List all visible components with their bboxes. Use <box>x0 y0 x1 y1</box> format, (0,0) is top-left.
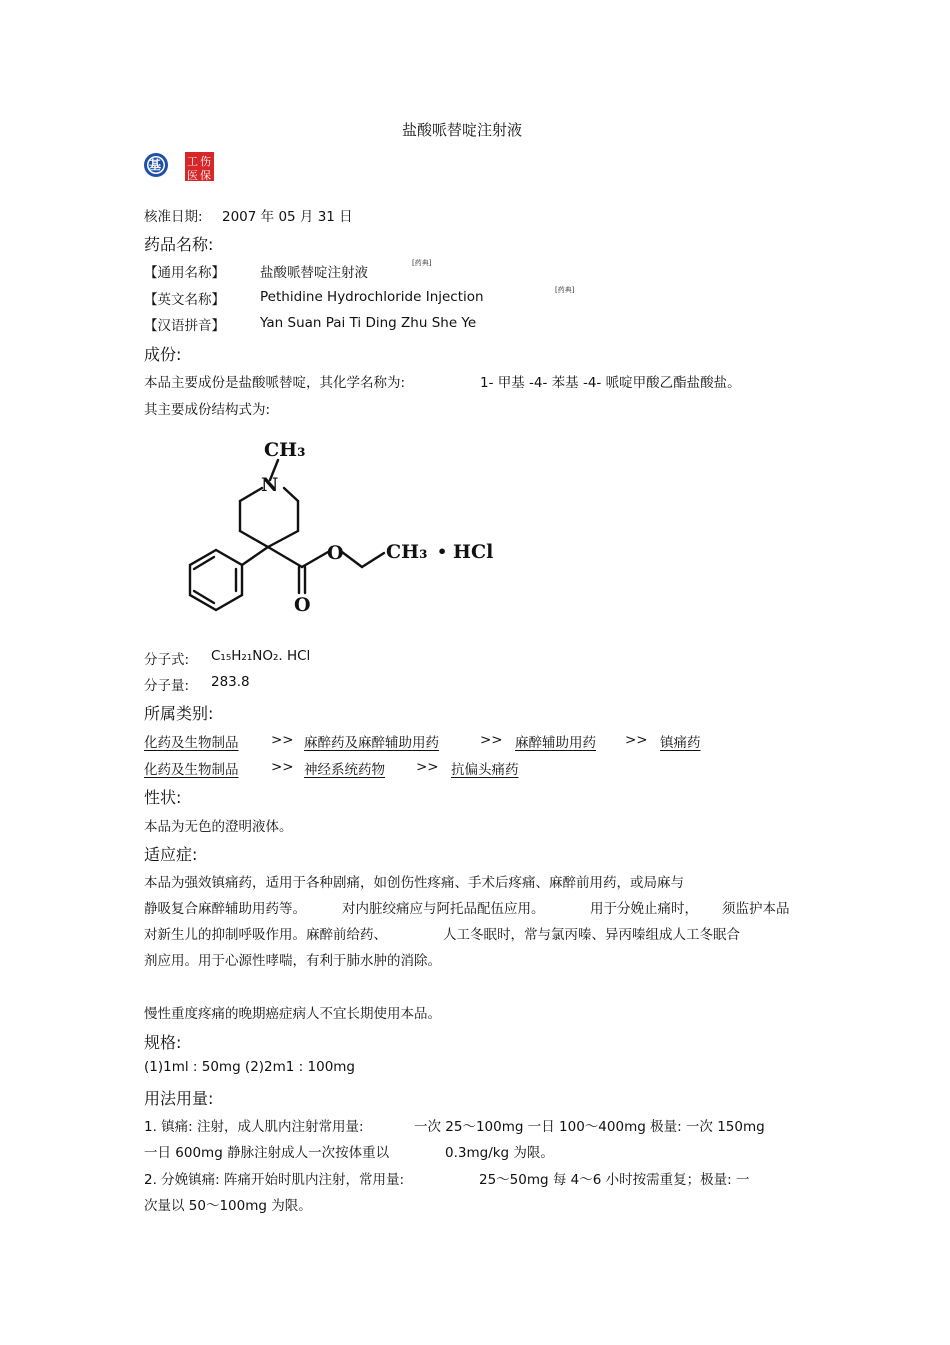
formula-value: C₁₅H₂₁NO₂. HCl <box>211 648 311 664</box>
section-heading-category: 所属类别: <box>144 704 214 723</box>
composition-text-a: 本品主要成份是盐酸哌替啶，其化学名称为: <box>144 375 406 391</box>
category-link[interactable]: 抗偏头痛药 <box>451 762 519 778</box>
section-heading-drug-name: 药品名称: <box>144 235 214 254</box>
struct-o-carbonyl: O <box>294 594 311 616</box>
spec-text: (1)1ml : 50mg (2)2m1 : 100mg <box>144 1059 356 1075</box>
indication-line: 本品为强效镇痛药，适用于各种剧痛，如创伤性疼痛、手术后疼痛、麻醉前用药，或局麻与 <box>144 875 684 891</box>
indication-line: 慢性重度疼痛的晚期癌症病人不宜长期使用本品。 <box>144 1006 441 1022</box>
category-separator: >> <box>416 759 439 775</box>
english-name-value: Pethidine Hydrochloride Injection <box>260 289 484 305</box>
category-separator: >> <box>480 732 503 748</box>
seal-char-2: 伤 <box>200 155 211 168</box>
category-link[interactable]: 麻醉辅助用药 <box>515 735 596 751</box>
essential-drug-char: 基 <box>149 158 162 172</box>
category-link[interactable]: 神经系统药物 <box>304 762 385 778</box>
struct-n-atom: N <box>261 474 279 496</box>
generic-name-ref: [药典] <box>412 259 432 267</box>
indication-line: 剂应用。用于心源性哮喘，有利于肺水肿的消除。 <box>144 953 441 969</box>
english-name-label: 【英文名称】 <box>144 292 225 308</box>
seal-char-4: 保 <box>200 169 211 182</box>
approval-date: 2007 年 05 月 31 日 <box>222 209 353 225</box>
section-heading-composition: 成份: <box>144 345 182 364</box>
formula-label: 分子式: <box>144 652 190 668</box>
indication-line: 对新生儿的抑制呼吸作用。麻醉前给药、 <box>144 927 387 943</box>
approval-label: 核准日期: <box>144 209 203 225</box>
section-heading-dosage: 用法用量: <box>144 1089 214 1108</box>
dosage-line: 2. 分娩镇痛: 阵痛开始时肌内注射，常用量: <box>144 1172 405 1188</box>
insurance-seal-icon <box>185 152 214 181</box>
dosage-line: 1. 镇痛: 注射，成人肌内注射常用量: <box>144 1119 364 1135</box>
dosage-line: 次量以 50～100mg 为限。 <box>144 1198 312 1214</box>
category-link[interactable]: 镇痛药 <box>660 735 701 751</box>
struct-dot: • <box>437 542 448 561</box>
pinyin-value: Yan Suan Pai Ti Ding Zhu She Ye <box>260 315 477 331</box>
category-separator: >> <box>625 732 648 748</box>
category-link[interactable]: 麻醉药及麻醉辅助用药 <box>304 735 439 751</box>
indication-line: 人工冬眠时，常与氯丙嗪、异丙嗪组成人工冬眠合 <box>443 927 740 943</box>
page-title: 盐酸哌替啶注射液 <box>402 121 523 139</box>
seal-char-3: 医 <box>187 169 198 182</box>
seal-char-1: 工 <box>187 155 198 168</box>
indication-line: 对内脏绞痛应与阿托品配伍应用。 <box>342 901 545 917</box>
section-heading-appearance: 性状: <box>144 788 182 807</box>
category-link[interactable]: 化药及生物制品 <box>144 735 239 751</box>
pinyin-label: 【汉语拼音】 <box>144 318 225 334</box>
struct-hcl: HCl <box>453 541 494 563</box>
dosage-line: 0.3mg/kg 为限。 <box>445 1145 554 1161</box>
category-link[interactable]: 化药及生物制品 <box>144 762 239 778</box>
generic-name-value: 盐酸哌替啶注射液 <box>260 265 368 281</box>
dosage-line: 一次 25～100mg 一日 100～400mg 极量: 一次 150mg <box>414 1119 765 1135</box>
structure-intro: 其主要成份结构式为: <box>144 402 271 418</box>
struct-ch3-tail: CH₃ <box>386 541 428 563</box>
composition-text-b: 1- 甲基 -4- 苯基 -4- 哌啶甲酸乙酯盐酸盐。 <box>480 375 741 391</box>
category-separator: >> <box>271 759 294 775</box>
dosage-line: 一日 600mg 静脉注射成人一次按体重以 <box>144 1145 390 1161</box>
struct-ch3-top: CH₃ <box>264 439 306 461</box>
category-separator: >> <box>271 732 294 748</box>
generic-name-label: 【通用名称】 <box>144 265 225 281</box>
section-heading-spec: 规格: <box>144 1033 182 1052</box>
essential-drug-icon <box>143 152 169 178</box>
struct-o-ester: O <box>327 542 344 564</box>
section-heading-indication: 适应症: <box>144 845 198 864</box>
indication-line: 须监护本品 <box>722 901 790 917</box>
appearance-text: 本品为无色的澄明液体。 <box>144 819 293 835</box>
indication-line: 静吸复合麻醉辅助用药等。 <box>144 901 306 917</box>
weight-label: 分子量: <box>144 678 190 694</box>
dosage-line: 25～50mg 每 4～6 小时按需重复；极量: 一 <box>479 1172 750 1188</box>
weight-value: 283.8 <box>211 674 250 690</box>
structural-formula-diagram <box>140 425 520 625</box>
indication-line: 用于分娩止痛时， <box>590 901 698 917</box>
english-name-ref: [药典] <box>555 286 575 294</box>
